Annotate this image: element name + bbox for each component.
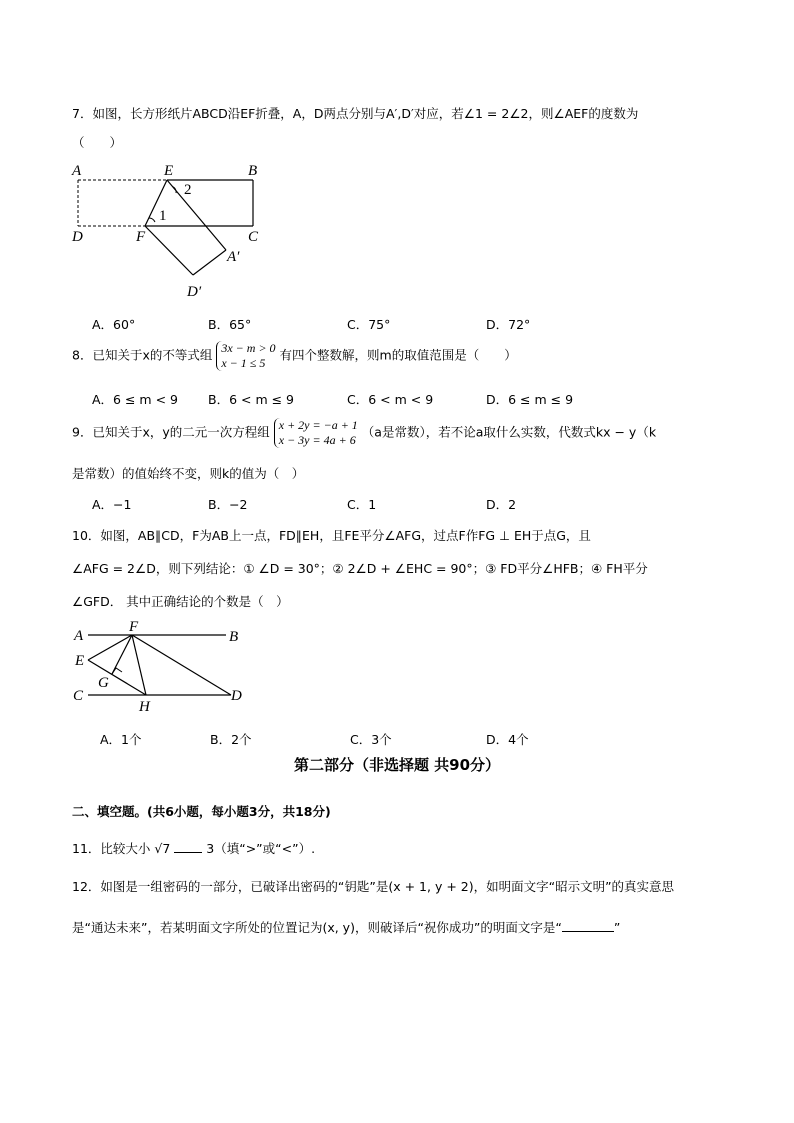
- q7-label-D: D: [72, 229, 83, 245]
- q8-option-c: C．6 < m < 9: [347, 392, 434, 407]
- q12-line1: 12．如图是一组密码的一部分，已破译出密码的“钥匙”是(x + 1, y + 2)，如明面文字“昭示文明”的真实意思: [72, 879, 675, 894]
- q7-label-A-prime: A′: [227, 249, 240, 265]
- q7-label-B: B: [248, 163, 258, 179]
- q7-angle-1: 1: [159, 208, 167, 224]
- q9-option-b: B．−2: [208, 497, 248, 512]
- q7-angle-2: 2: [184, 182, 192, 198]
- q7-option-b: B．65°: [208, 317, 252, 332]
- q8-inequality-system: [216, 341, 275, 371]
- q10-line1: 10．如图，AB∥CD，F为AB上一点，FD∥EH，且FE平分∠AFG，过点F作FG ⊥ EH于点G，且: [72, 528, 591, 543]
- q9-option-a: A．−1: [92, 497, 132, 512]
- q10-label-H: H: [139, 699, 150, 715]
- q10-label-A: A: [74, 628, 84, 644]
- q10-label-B: B: [229, 629, 239, 645]
- q9-sys-line-2: x − 3y = 4a + 6: [278, 433, 356, 447]
- q12-line2: [72, 918, 620, 936]
- q10-label-E: E: [75, 653, 85, 669]
- q7-option-a: A．60°: [92, 317, 136, 332]
- q7-figure: [60, 158, 280, 308]
- q7-label-E: E: [164, 163, 174, 179]
- q7-label-C: C: [248, 229, 259, 245]
- q8-stem: [72, 341, 517, 371]
- q12-answer-blank[interactable]: [562, 921, 614, 932]
- q10-option-b: B．2个: [210, 732, 252, 747]
- q7-option-d: D．72°: [486, 317, 531, 332]
- q9-option-d: D．2: [486, 497, 517, 512]
- q10-label-G: G: [98, 675, 109, 691]
- q9-pre: 9．已知关于x，y的二元一次方程组: [72, 424, 270, 440]
- q9-post: （a是常数），若不论a取什么实数，代数式kx − y（k: [361, 424, 657, 440]
- q9-sys-line-1: x + 2y = −a + 1: [278, 418, 358, 432]
- q8-sys-line-2: x − 1 ≤ 5: [221, 356, 266, 370]
- q8-option-d: D．6 ≤ m ≤ 9: [486, 392, 574, 407]
- q11-post: 3（填“>”或“<”）.: [206, 841, 316, 856]
- q9-stem: [72, 418, 656, 448]
- q7-label-A: A: [72, 163, 82, 179]
- q10-label-D: D: [231, 688, 242, 704]
- q7-stem: 7．如图，长方形纸片ABCD沿EF折叠，A，D两点分别与A′,D′对应，若∠1 = 2∠2，则∠AEF的度数为: [72, 106, 639, 121]
- q9-option-c: C．1: [347, 497, 377, 512]
- q7-label-D-prime: D′: [187, 284, 202, 300]
- q8-option-b: B．6 < m ≤ 9: [208, 392, 294, 407]
- q12-line2-end: ”: [613, 920, 621, 935]
- q10-label-F: F: [129, 619, 139, 635]
- q12-line2-text: 是“通达未来”，若某明面文字所处的位置记为(x, y)，则破译后“祝你成功”的明面文字是“: [72, 920, 562, 935]
- q8-post: 有四个整数解，则m的取值范围是（ ）: [279, 347, 517, 363]
- q10-option-a: A．1个: [100, 732, 142, 747]
- q10-line2: ∠AFG = 2∠D，则下列结论：① ∠D = 30°；② 2∠D + ∠EHC = 90°；③ FD平分∠HFB；④ FH平分: [72, 561, 648, 576]
- q10-option-d: D．4个: [486, 732, 529, 747]
- section2-heading: 二、填空题。(共6小题，每小题3分，共18分): [72, 804, 331, 819]
- q10-option-c: C．3个: [350, 732, 392, 747]
- q8-pre: 8．已知关于x的不等式组: [72, 347, 213, 363]
- q9-equation-system: [274, 418, 358, 448]
- q9-line2: 是常数）的值始终不变，则k的值为（ ）: [72, 466, 305, 481]
- q10-label-C: C: [73, 688, 84, 704]
- q7-option-c: C．75°: [347, 317, 391, 332]
- q10-figure: [66, 618, 256, 718]
- q10-line3: ∠GFD． 其中正确结论的个数是（ ）: [72, 594, 289, 609]
- part2-title: 第二部分（非选择题 共90分）: [293, 756, 501, 774]
- q7-paren: （ ）: [72, 135, 123, 150]
- q8-option-a: A．6 ≤ m < 9: [92, 392, 178, 407]
- q11-stem: [72, 839, 315, 857]
- q11-pre: 11．比较大小 √7: [72, 841, 171, 856]
- q11-answer-blank[interactable]: [174, 842, 202, 853]
- q7-label-F: F: [136, 229, 146, 245]
- q8-sys-line-1: 3x − m > 0: [221, 341, 276, 355]
